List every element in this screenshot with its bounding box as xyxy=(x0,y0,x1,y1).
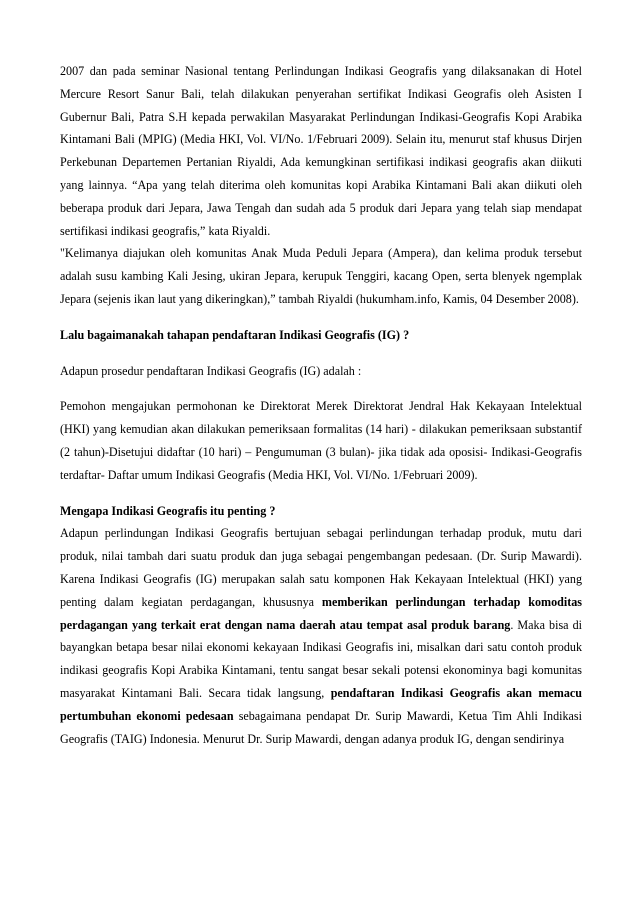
text-segment: . Maka bisa di bayangkan betapa besar nilai ekonomi kekayaan Indikasi Geografis ini, misalkan dari satu contoh produk indikasi geografis Kopi Arabika Kintamani, tentu sangat besar sekali potensi ekonominya bagi komunitas masyarakat Kintamani Bali. Secara tidak langsung, xyxy=(60,617,582,700)
text-segment: sebagaimana pendapat Dr. Surip Mawardi, Ketua Tim Ahli Indikasi Geografis (TAIG) Indonesia. Menurut Dr. Surip Mawardi, dengan adanya produk IG, dengan sendirinya xyxy=(60,708,582,746)
paragraph-procedure-steps: Pemohon mengajukan permohonan ke Direktorat Merek Direktorat Jendral Hak Kekayaan Intelektual (HKI) yang kemudian akan dilakukan pemeriksaan formalitas (14 hari) - dilakukan pemeriksaan substantif (2 tahun)-Disetujui didaftar (10 hari) – Pengumuman (3 bulan)- jika tidak ada oposisi- Indikasi-Geografis terdaftar- Daftar umum Indikasi Geografis (Media HKI, Vol. VI/No. 1/Februari 2009). xyxy=(60,399,582,482)
text-segment: Adapun perlindungan Indikasi Geografis bertujuan sebagai perlindungan terhadap produk, mutu dari produk, nilai tambah dari suatu produk dan juga sebagai pengembangan pedesaan. (Dr. Surip Mawardi). Karena Indikasi Geografis (IG) merupakan salah satu komponen Hak Kekayaan Intelektual (HKI) yang penting dalam kegiatan perdagangan, khususnya xyxy=(60,526,582,609)
paragraph-procedure-intro: Adapun prosedur pendaftaran Indikasi Geografis (IG) adalah : xyxy=(60,363,362,378)
paragraph-ig-certificate: 2007 dan pada seminar Nasional tentang Perlindungan Indikasi Geografis yang dilaksanakan di Hotel Mercure Resort Sanur Bali, telah dilakukan penyerahan sertifikat Indikasi Geografis oleh Asisten I Gubernur Bali, Patra S.H kepada perwakilan Masyarakat Perlindungan Indikasi-Geografis Kopi Arabika Kintamani Bali (MPIG) (Media HKI, Vol. VI/No. 1/Februari 2009). Selain itu, menurut staf khusus Dirjen Perkebunan Departemen Pertanian Riyaldi, Ada kemungkinan sertifikasi indikasi geografis akan diikuti yang lainnya. “Apa yang telah diterima oleh komunitas kopi Arabika Kintamani Bali akan diikuti oleh beberapa produk dari Jepara, Jawa Tengah dan sudah ada 5 produk dari Jepara yang telah siap mendapat sertifikasi indikasi geografis,” kata Riyaldi. xyxy=(60,64,582,238)
bold-segment: pendaftaran Indikasi Geografis akan memacu pertumbuhan ekonomi pedesaan xyxy=(60,685,582,723)
bold-segment: memberikan perlindungan terhadap komoditas perdagangan yang terkait erat dengan nama daerah atau tempat asal produk barang xyxy=(60,594,582,632)
heading-registration-steps: Lalu bagaimanakah tahapan pendaftaran Indikasi Geografis (IG) ? xyxy=(60,327,410,342)
paragraph-importance xyxy=(60,522,582,750)
heading-why-important: Mengapa Indikasi Geografis itu penting ? xyxy=(60,503,276,518)
paragraph-jepara-products: "Kelimanya diajukan oleh komunitas Anak Muda Peduli Jepara (Ampera), dan kelima produk tersebut adalah susu kambing Kali Jesing, ukiran Jepara, kerupuk Tenggiri, kacang Open, serta blenyek ngemplak Jepara (sejenis ikan laut yang dikeringkan),” tambah Riyaldi (hukumham.info, Kamis, 04 Desember 2008). xyxy=(60,246,582,306)
